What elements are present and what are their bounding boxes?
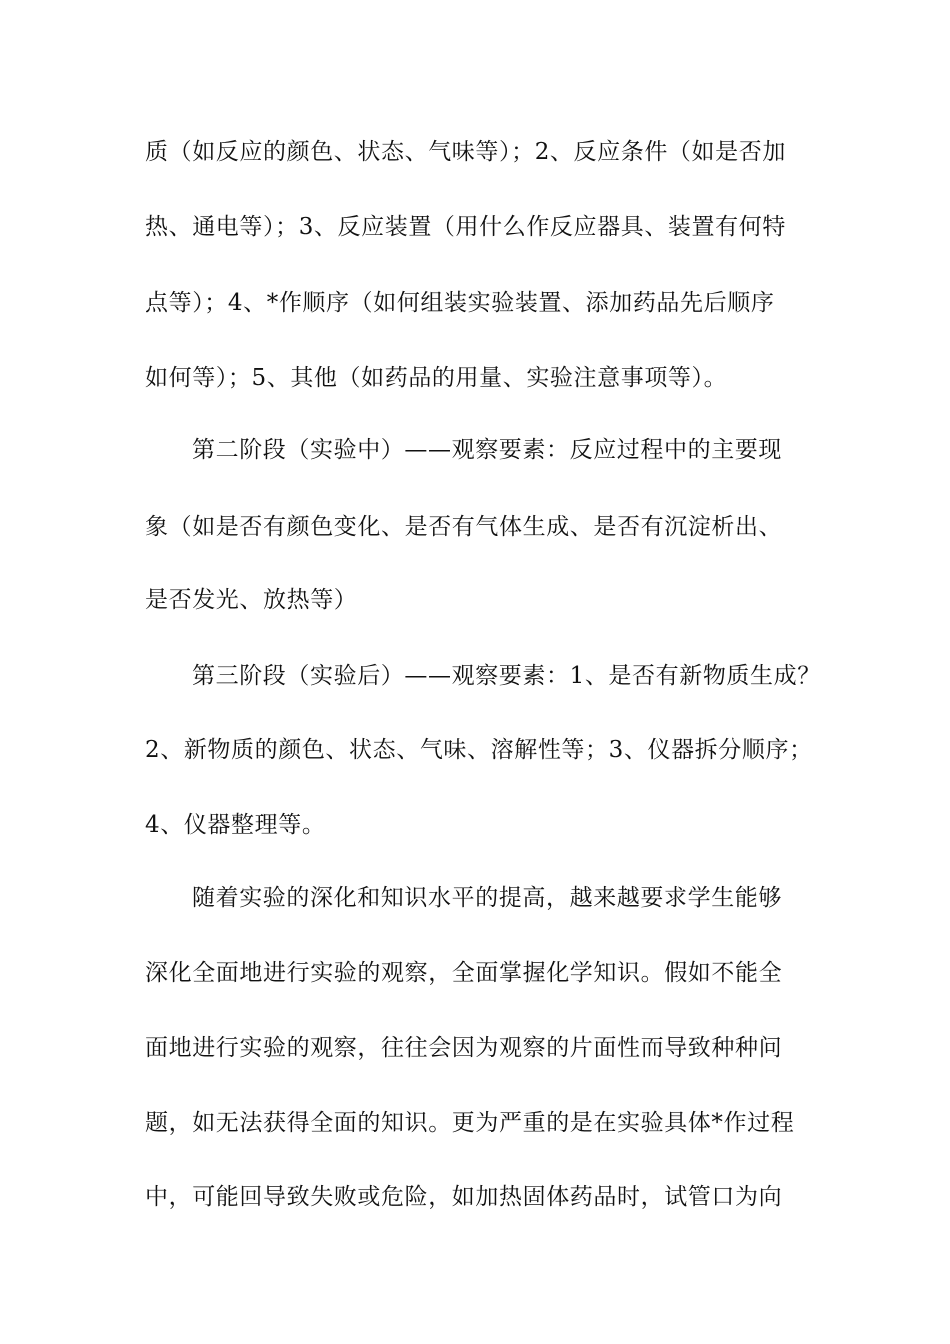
- text-line: 质（如反应的颜色、状态、气味等）；2、反应条件（如是否加: [145, 139, 786, 165]
- text-line: 点等）；4、*作顺序（如何组装实验装置、添加药品先后顺序: [145, 290, 775, 316]
- text-line: 面地进行实验的观察，往往会因为观察的片面性而导致种种问: [145, 1035, 783, 1061]
- text-line: 象（如是否有颜色变化、是否有气体生成、是否有沉淀析出、: [145, 514, 783, 540]
- text-line: 热、通电等）；3、反应装置（用什么作反应器具、装置有何特: [145, 214, 786, 240]
- text-line: 中，可能回导致失败或危险，如加热固体药品时，试管口为向: [145, 1184, 783, 1210]
- text-line: 深化全面地进行实验的观察，全面掌握化学知识。假如不能全: [145, 960, 783, 986]
- paragraph-start-line: 随着实验的深化和知识水平的提高，越来越要求学生能够: [192, 885, 782, 911]
- text-line: 如何等）；5、其他（如药品的用量、实验注意事项等）。: [145, 365, 728, 391]
- paragraph-start-line: 第三阶段（实验后）——观察要素：1、是否有新物质生成？: [192, 663, 821, 689]
- text-line: 是否发光、放热等）: [145, 587, 358, 613]
- text-line: 4、仪器整理等。: [145, 812, 326, 838]
- text-line: 题，如无法获得全面的知识。更为严重的是在实验具体*作过程: [145, 1110, 795, 1136]
- text-line: 2、新物质的颜色、状态、气味、溶解性等；3、仪器拆分顺序；: [145, 737, 813, 763]
- paragraph-start-line: 第二阶段（实验中）——观察要素：反应过程中的主要现: [192, 437, 782, 463]
